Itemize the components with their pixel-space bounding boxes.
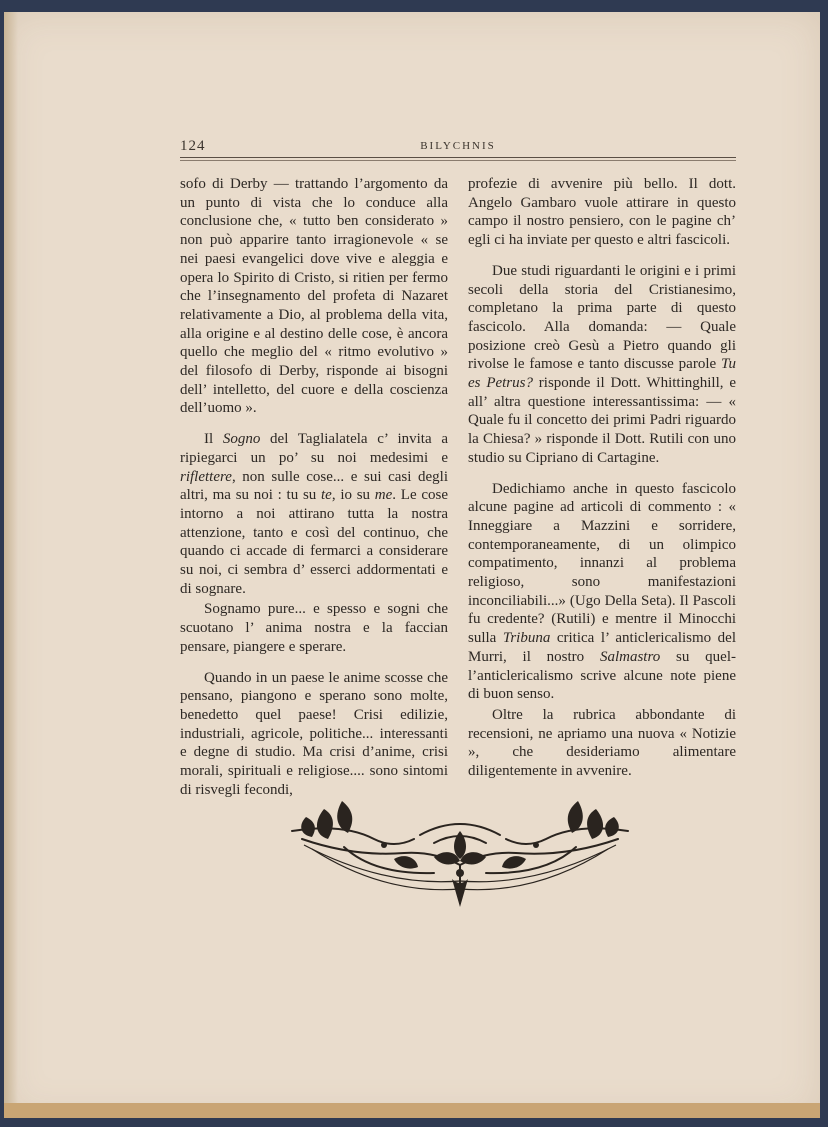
paragraph — [468, 262, 736, 468]
paragraph: Sognamo pure... e spesso e sogni che scuotano l’ anima nostra e la faccian pensare, piangere e sperare. — [180, 601, 448, 655]
italic-title: Tribuna — [502, 630, 551, 647]
text-run: Due studi riguardanti le origini e i primi secoli della storia del Cristianesimo, completano la prima parte di questo fascicolo. Alla domanda: — Quale posizione creò Gesù a Pietro quando gli rivolse le famose e tanto discusse parole — [468, 262, 736, 373]
text-run: Dedichiamo anche in questo fascicolo alcune pagine ad articoli di commento : « Inneggiare a Mazzini e sorridere, contemporaneamente, di un olimpico compatimento, innanzi al problema religioso, sono manifestazioni inconciliabili...» (Ugo Della Seta). Il Pascoli fu credente? (Rutili) e mentre il Minocchi sulla — [468, 480, 736, 647]
left-column — [180, 175, 448, 812]
right-column — [468, 175, 736, 793]
text-run: , io su — [331, 487, 375, 504]
text-run: . Le cose intorno a noi attirano tutta la nostra attenzione, tanto e così del continuo, che quando ci accade di fermarci a considerare su noi, ci sembra d’ esserci addormentati e di sognare. — [180, 487, 448, 597]
paragraph — [180, 430, 448, 598]
paragraph — [468, 480, 736, 704]
paragraph: Oltre la rubrica abbondante di recensioni, ne apriamo una nuova « Notizie », che desideriamo alimentare diligentemente in avvenire. — [468, 706, 736, 780]
italic-quote: Tu es Petrus? — [468, 356, 736, 392]
text-run: Il — [204, 431, 223, 448]
page-bottom-edge — [4, 1103, 820, 1118]
header-rule — [180, 157, 736, 158]
paragraph: sofo di Derby — trattando l’argomento da un punto di vista che lo conduce alla conclusione che, « tutto ben considerato » non può apparire tanto irragionevole « se nei paesi evangelici dove vive e aleggia e opera lo Spirito di Cristo, si ritien per fermo che l’insegnamento del profeta di Nazaret relativamente a Dio, al problema della vita, alla origine e al destino delle cose, è ancora quello che meglio del « ritmo evolutivo » del filosofo di Derby, risponde ai bisogni dell’ intelletto, del cuore e della coscienza dell’uomo ». — [180, 176, 448, 417]
paragraph: Quando in un paese le anime scosse che pensano, piangono e sperano sono molte, benedetto quel paese! Crisi edilizie, industriali, agricole, politiche... interessanti e degne di studio. Ma crisi d’anime, crisi morali, spirituali e religiose.... sono sintomi di risvegli fecondi, — [180, 669, 448, 798]
text-run: su quel- l’anticlericalismo scrive alcune note piene di buon senso. — [468, 648, 736, 703]
italic-word: me — [374, 487, 393, 504]
italic-word: te — [321, 487, 332, 504]
page-number: 124 — [180, 138, 206, 154]
paragraph: profezie di avvenire più bello. Il dott. Angelo Gambaro vuole attirare in questo campo il nostro pensiero, con le pagine ch’ egli ci ha inviate per questo e altri fascicoli. — [468, 176, 736, 249]
italic-word: riflettere — [180, 468, 232, 485]
text-run: critica l’ anticlericalismo del Murri, il nostro — [468, 630, 736, 665]
italic-title: Salmastro — [599, 648, 661, 665]
header-rule-double — [180, 160, 736, 161]
italic-title: Sogno — [222, 431, 261, 448]
floral-vignette-icon — [284, 795, 636, 910]
page-gutter-shadow — [4, 12, 18, 1118]
text-run: , non sulle cose... e sui casi degli altri, ma su noi : tu su — [180, 468, 448, 504]
text-run: del Taglialatela c’ invita a ripiegarci un po’ su noi medesimi e — [180, 431, 448, 466]
running-title: BILYCHNIS — [420, 140, 496, 152]
text-run: risponde il Dott. Whittinghill, e all’ altra questione interessantissima: — « Quale fu il concetto dei primi Padri riguardo la Chiesa? » risponde il Dott. Rutili con uno studio su Cipriano di Cartagine. — [468, 375, 736, 466]
